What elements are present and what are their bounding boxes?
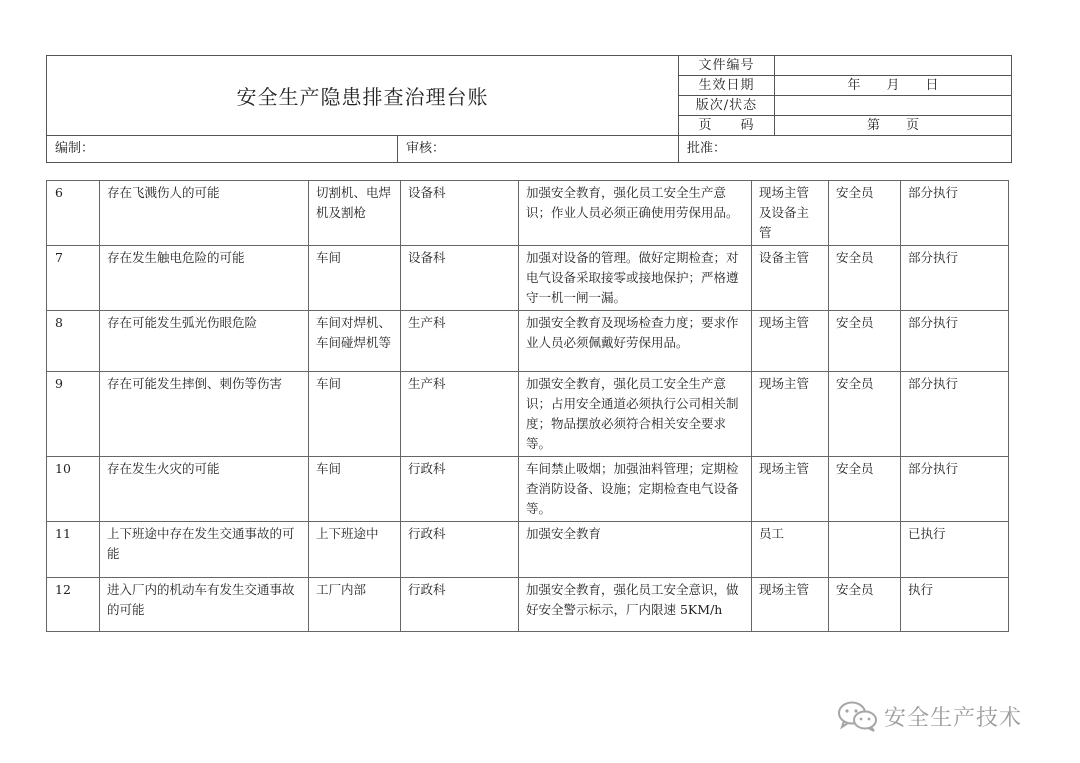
hazard-location-cell: 切割机、电焊机及割枪 bbox=[309, 181, 401, 246]
control-measure-cell: 加强安全教育 bbox=[519, 522, 752, 578]
execution-status-cell: 部分执行 bbox=[901, 181, 1009, 246]
responsible-department-cell: 生产科 bbox=[401, 372, 519, 457]
execution-status-cell: 部分执行 bbox=[901, 372, 1009, 457]
responsible-department-cell: 行政科 bbox=[401, 522, 519, 578]
responsible-person-cell: 员工 bbox=[752, 522, 829, 578]
table-row bbox=[47, 578, 1009, 632]
hazard-location-cell: 车间 bbox=[309, 246, 401, 311]
responsible-person-cell: 现场主管 bbox=[752, 372, 829, 457]
supervisor-cell: 安全员 bbox=[829, 181, 901, 246]
hazard-ledger-table bbox=[46, 180, 1009, 632]
hazard-description-cell: 存在可能发生弧光伤眼危险 bbox=[100, 311, 309, 372]
responsible-department-cell: 设备科 bbox=[401, 181, 519, 246]
execution-status-cell: 部分执行 bbox=[901, 457, 1009, 522]
supervisor-cell bbox=[829, 522, 901, 578]
reviewed-by-field: 审核： bbox=[398, 136, 679, 163]
row-number-cell: 8 bbox=[47, 311, 100, 372]
hazard-location-cell: 车间 bbox=[309, 457, 401, 522]
wechat-icon bbox=[836, 699, 880, 733]
supervisor-cell: 安全员 bbox=[829, 372, 901, 457]
execution-status-cell: 部分执行 bbox=[901, 311, 1009, 372]
approved-by-field: 批准： bbox=[679, 136, 1012, 163]
responsible-person-cell: 现场主管及设备主管 bbox=[752, 181, 829, 246]
supervisor-cell: 安全员 bbox=[829, 246, 901, 311]
supervisor-cell: 安全员 bbox=[829, 457, 901, 522]
document-title: 安全生产隐患排查治理台账 bbox=[47, 56, 679, 136]
hazard-description-cell: 存在发生触电危险的可能 bbox=[100, 246, 309, 311]
row-number-cell: 11 bbox=[47, 522, 100, 578]
control-measure-cell: 车间禁止吸烟；加强油料管理；定期检查消防设备、设施；定期检查电气设备等。 bbox=[519, 457, 752, 522]
hazard-description-cell: 上下班途中存在发生交通事故的可能 bbox=[100, 522, 309, 578]
responsible-person-cell: 现场主管 bbox=[752, 311, 829, 372]
meta-value-file-number bbox=[775, 56, 1012, 76]
table-row bbox=[47, 522, 1009, 578]
document-header bbox=[46, 55, 1012, 163]
responsible-department-cell: 行政科 bbox=[401, 457, 519, 522]
meta-value-version bbox=[775, 96, 1012, 116]
responsible-department-cell: 行政科 bbox=[401, 578, 519, 632]
row-number-cell: 7 bbox=[47, 246, 100, 311]
supervisor-cell: 安全员 bbox=[829, 311, 901, 372]
hazard-location-cell: 车间 bbox=[309, 372, 401, 457]
row-number-cell: 12 bbox=[47, 578, 100, 632]
responsible-person-cell: 现场主管 bbox=[752, 578, 829, 632]
meta-label-effective-date: 生效日期 bbox=[679, 76, 775, 96]
execution-status-cell: 部分执行 bbox=[901, 246, 1009, 311]
table-row bbox=[47, 311, 1009, 372]
row-number-cell: 10 bbox=[47, 457, 100, 522]
row-number-cell: 6 bbox=[47, 181, 100, 246]
control-measure-cell: 加强安全教育，强化员工安全生产意识；作业人员必须正确使用劳保用品。 bbox=[519, 181, 752, 246]
control-measure-cell: 加强安全教育，强化员工安全生产意识；占用安全通道必须执行公司相关制度；物品摆放必须符合相关安全要求等。 bbox=[519, 372, 752, 457]
execution-status-cell: 执行 bbox=[901, 578, 1009, 632]
hazard-description-cell: 存在可能发生摔倒、刺伤等伤害 bbox=[100, 372, 309, 457]
compiled-by-field: 编制： bbox=[47, 136, 398, 163]
hazard-description-cell: 进入厂内的机动车有发生交通事故的可能 bbox=[100, 578, 309, 632]
meta-value-effective-date: 年 月 日 bbox=[775, 76, 1012, 96]
hazard-location-cell: 上下班途中 bbox=[309, 522, 401, 578]
hazard-location-cell: 工厂内部 bbox=[309, 578, 401, 632]
responsible-department-cell: 生产科 bbox=[401, 311, 519, 372]
table-row bbox=[47, 372, 1009, 457]
control-measure-cell: 加强安全教育，强化员工安全意识，做好安全警示标示，厂内限速 5KM/h bbox=[519, 578, 752, 632]
supervisor-cell: 安全员 bbox=[829, 578, 901, 632]
responsible-person-cell: 设备主管 bbox=[752, 246, 829, 311]
control-measure-cell: 加强对设备的管理。做好定期检查；对电气设备采取接零或接地保护；严格遵守一机一闸一漏。 bbox=[519, 246, 752, 311]
control-measure-cell: 加强安全教育及现场检查力度；要求作业人员必须佩戴好劳保用品。 bbox=[519, 311, 752, 372]
watermark-text: 安全生产技术 bbox=[884, 705, 1023, 731]
hazard-location-cell: 车间对焊机、车间碰焊机等 bbox=[309, 311, 401, 372]
responsible-person-cell: 现场主管 bbox=[752, 457, 829, 522]
meta-label-version: 版次/状态 bbox=[679, 96, 775, 116]
table-row bbox=[47, 457, 1009, 522]
row-number-cell: 9 bbox=[47, 372, 100, 457]
table-row bbox=[47, 181, 1009, 246]
table-row bbox=[47, 246, 1009, 311]
execution-status-cell: 已执行 bbox=[901, 522, 1009, 578]
hazard-description-cell: 存在发生火灾的可能 bbox=[100, 457, 309, 522]
meta-label-page-number: 页 码 bbox=[679, 116, 775, 136]
responsible-department-cell: 设备科 bbox=[401, 246, 519, 311]
meta-label-file-number: 文件编号 bbox=[679, 56, 775, 76]
meta-value-page-number: 第 页 bbox=[775, 116, 1012, 136]
hazard-description-cell: 存在飞溅伤人的可能 bbox=[100, 181, 309, 246]
watermark bbox=[836, 698, 1022, 734]
